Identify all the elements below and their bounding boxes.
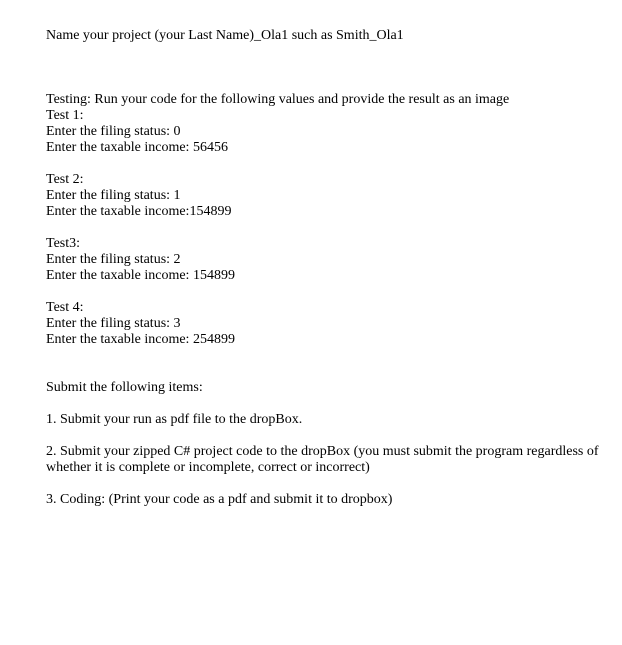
testing-intro: Testing: Run your code for the following values and provide the result as an image [46,92,510,107]
submit-item: 3. Coding: (Print your code as a pdf and submit it to dropbox) [46,492,393,507]
test-1 [46,108,606,156]
filing-status-line: Enter the filing status: 3 [46,316,181,331]
test-heading: Test 4: [46,300,84,315]
filing-status-line: Enter the filing status: 2 [46,252,181,267]
submit-item: 2. Submit your zipped C# project code to the dropBox (you must submit the program regardless of whether it is complete or incomplete, correct or incorrect) [46,444,599,475]
filing-status-line: Enter the filing status: 1 [46,188,181,203]
project-name-instruction: Name your project (your Last Name)_Ola1 such as Smith_Ola1 [46,28,404,43]
taxable-income-line: Enter the taxable income: 254899 [46,332,235,347]
test-3 [46,236,606,284]
submit-item: 1. Submit your run as pdf file to the dropBox. [46,412,303,427]
taxable-income-line: Enter the taxable income: 56456 [46,140,228,155]
submit-heading: Submit the following items: [46,380,203,395]
filing-status-line: Enter the filing status: 0 [46,124,181,139]
test-2 [46,172,606,220]
test-4 [46,300,606,348]
taxable-income-line: Enter the taxable income:154899 [46,204,232,219]
test-heading: Test 1: [46,108,84,123]
document-page [46,28,606,508]
test-heading: Test 2: [46,172,84,187]
test-heading: Test3: [46,236,81,251]
taxable-income-line: Enter the taxable income: 154899 [46,268,235,283]
